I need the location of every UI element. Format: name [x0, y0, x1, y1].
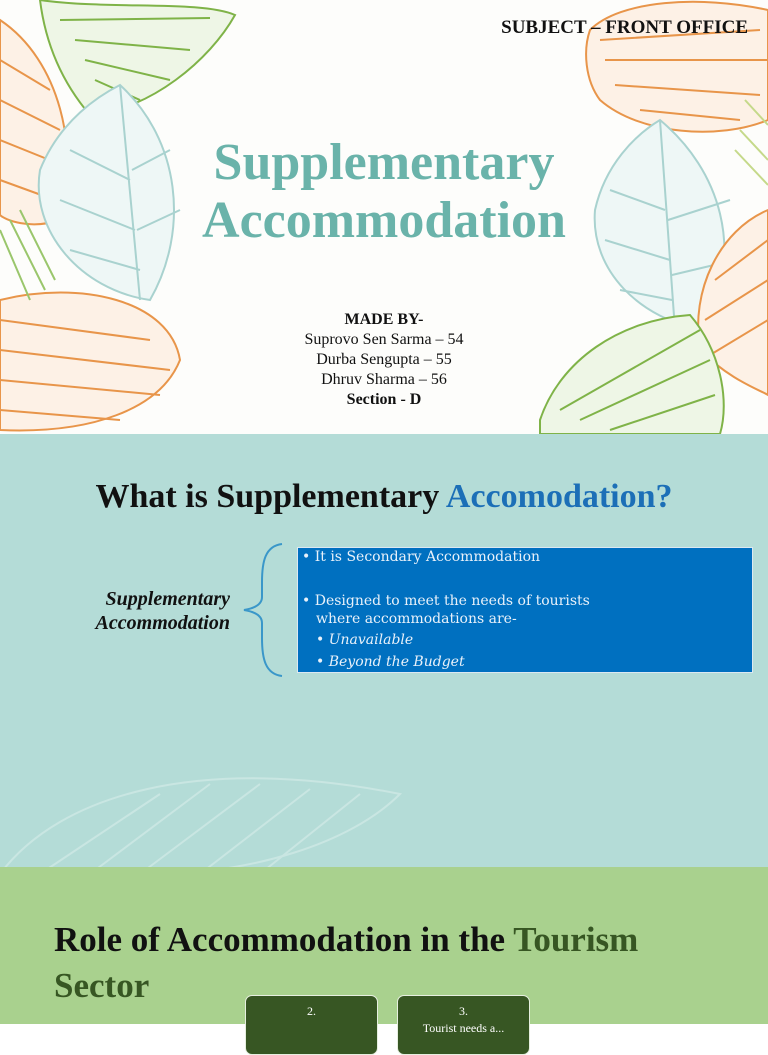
concept-label-line: Accommodation: [95, 612, 230, 634]
leaf-watermark-icon: [0, 734, 420, 874]
slide-title: [0, 134, 768, 250]
card-number: 2.: [307, 1004, 316, 1018]
subject-label: SUBJECT – FRONT OFFICE: [501, 17, 748, 38]
sub-bullet-text: Unavailable: [328, 632, 414, 648]
section-label: Section - D: [346, 391, 422, 408]
concept-label: [96, 587, 230, 635]
title-line-2: Accommodation: [202, 192, 566, 249]
slide-heading: [0, 478, 768, 516]
sub-bullet-item: • Beyond the Budget: [316, 654, 465, 670]
bullet-text: Designed to meet the needs of tourists: [314, 593, 590, 609]
bullet-item: • It is Secondary Accommodation: [302, 549, 541, 565]
bullet-text-cont: where accommodations are-: [316, 611, 517, 627]
sub-bullet-text: Beyond the Budget: [328, 654, 465, 670]
heading-accent: Sector: [54, 966, 150, 1005]
title-line-1: Supplementary: [213, 134, 555, 191]
concept-label-line: Supplementary: [105, 588, 230, 610]
role-slide: [0, 867, 768, 1035]
member-name: Dhruv Sharma – 56: [321, 371, 447, 388]
card-number: 3.: [459, 1004, 468, 1018]
made-by-label: MADE BY-: [344, 311, 424, 328]
heading-text: Role of Accommodation in the: [54, 920, 506, 959]
heading-text: What is Supplementary: [95, 478, 440, 515]
bullet-item: • Designed to meet the needs of tourists: [302, 593, 590, 609]
curly-brace-icon: [240, 542, 290, 678]
bullet-text: It is Secondary Accommodation: [314, 549, 541, 565]
sub-bullet-item: • Unavailable: [316, 632, 414, 648]
heading-accent: Tourism: [513, 920, 639, 959]
role-card: [397, 995, 530, 1055]
card-text: Tourist needs a...: [422, 1021, 505, 1035]
definition-box: [297, 547, 753, 673]
member-name: Durba Sengupta – 55: [316, 351, 452, 368]
title-slide: [0, 0, 768, 434]
role-card: [245, 995, 378, 1055]
member-name: Suprovo Sen Sarma – 54: [304, 331, 464, 348]
heading-accent: Accomodation?: [445, 478, 673, 515]
definition-slide: [0, 434, 768, 867]
credits: [0, 310, 768, 410]
leaf-icon: [40, 0, 235, 115]
